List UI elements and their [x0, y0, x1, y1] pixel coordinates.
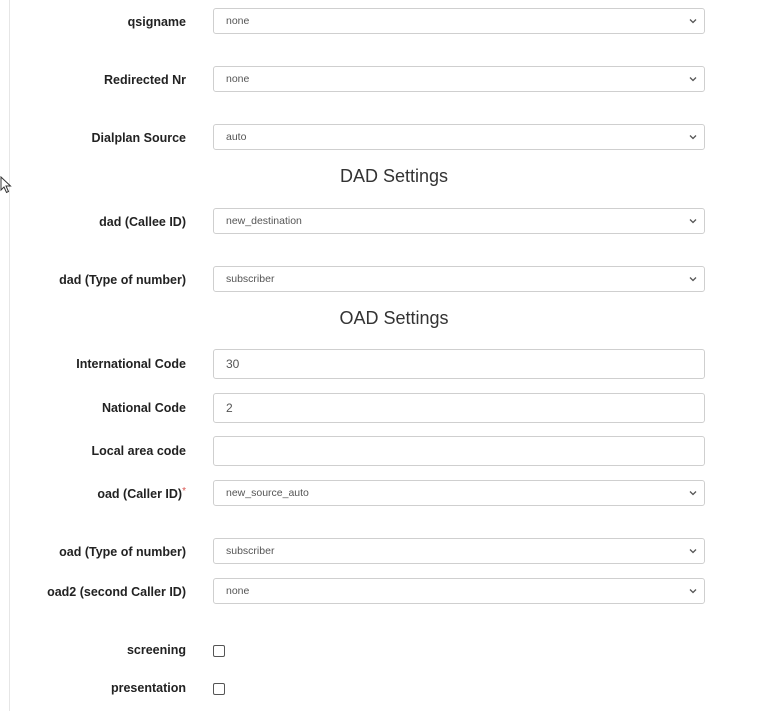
oad-caller-id-label: [97, 487, 186, 501]
redirected-nr-value: none: [226, 73, 250, 85]
oad2-second-caller-id-label: oad2 (second Caller ID): [47, 585, 186, 599]
chevron-down-icon: [688, 489, 698, 497]
left-divider: [9, 0, 10, 711]
oad-type-of-number-label: oad (Type of number): [59, 545, 186, 559]
dad-type-of-number-label: dad (Type of number): [59, 273, 186, 287]
oad-type-of-number-value: subscriber: [226, 545, 275, 557]
chevron-down-icon: [688, 75, 698, 83]
dialplan-source-value: auto: [226, 131, 247, 143]
screening-label: screening: [126, 643, 186, 657]
redirected-nr-label: Redirected Nr: [104, 73, 186, 87]
chevron-down-icon: [688, 587, 698, 595]
oad-settings-heading: OAD Settings: [339, 308, 449, 328]
oad2-second-caller-id-select[interactable]: [213, 578, 705, 604]
presentation-label: presentation: [110, 681, 186, 695]
qsigname-value: none: [226, 15, 250, 27]
oad-caller-id-select[interactable]: [213, 480, 705, 506]
chevron-down-icon: [688, 17, 698, 25]
dad-type-of-number-value: subscriber: [226, 273, 275, 285]
oad2-second-caller-id-value: none: [226, 585, 250, 597]
oad-type-of-number-select[interactable]: [213, 538, 705, 564]
dad-callee-id-select[interactable]: [213, 208, 705, 234]
presentation-checkbox[interactable]: [213, 683, 225, 695]
international-code-label: International Code: [76, 357, 186, 371]
international-code-input[interactable]: 30: [213, 349, 705, 379]
screening-checkbox[interactable]: [213, 645, 225, 657]
oad-caller-id-label-text: oad (Caller ID): [97, 487, 183, 501]
mouse-pointer-icon: [0, 176, 12, 194]
dialplan-source-label: Dialplan Source: [91, 131, 186, 145]
chevron-down-icon: [688, 133, 698, 141]
local-area-code-label: Local area code: [91, 444, 186, 458]
chevron-down-icon: [688, 217, 698, 225]
redirected-nr-select[interactable]: [213, 66, 705, 92]
chevron-down-icon: [688, 547, 698, 555]
oad-caller-id-value: new_source_auto: [226, 487, 309, 499]
national-code-label: National Code: [101, 401, 186, 415]
dad-callee-id-label: dad (Callee ID): [99, 215, 186, 229]
qsigname-select[interactable]: [213, 8, 705, 34]
local-area-code-input[interactable]: [213, 436, 705, 466]
qsigname-label: qsigname: [127, 15, 186, 29]
dad-callee-id-value: new_destination: [226, 215, 302, 227]
national-code-input[interactable]: 2: [213, 393, 705, 423]
dialplan-source-select[interactable]: [213, 124, 705, 150]
chevron-down-icon: [688, 275, 698, 283]
required-marker: *: [182, 486, 186, 497]
dad-type-of-number-select[interactable]: [213, 266, 705, 292]
dad-settings-heading: DAD Settings: [339, 166, 449, 186]
